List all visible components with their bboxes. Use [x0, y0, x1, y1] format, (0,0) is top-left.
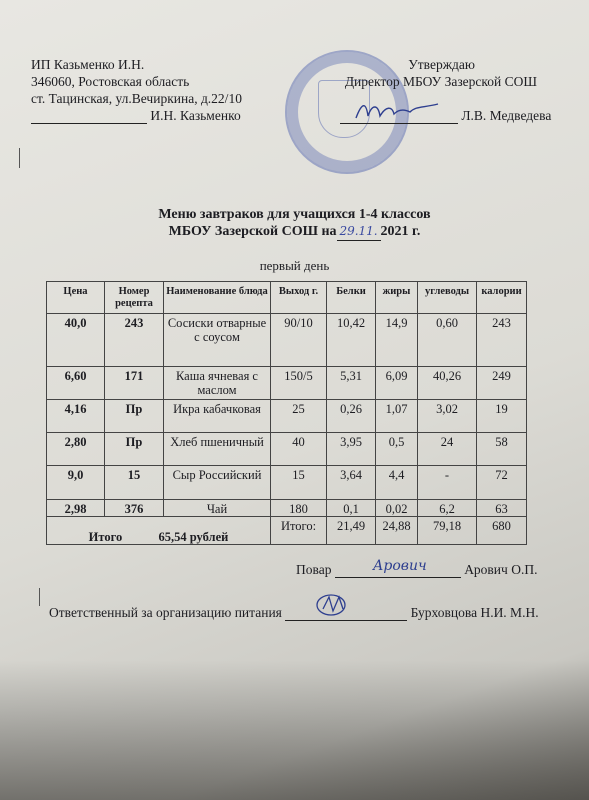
cell-price: 2,98: [47, 500, 105, 517]
day-label: первый день: [259, 258, 330, 273]
total-amount: 65,54 рублей: [158, 530, 229, 544]
cell-dish: Сыр Российский: [164, 466, 271, 500]
cell-recipe: 376: [105, 500, 164, 517]
col-carbs: углеводы: [418, 282, 477, 314]
total-carbs: 79,18: [418, 517, 477, 545]
cell-fat: 4,4: [376, 466, 418, 500]
approver-sign-name: Л.В. Медведева: [461, 108, 552, 123]
cell-price: 4,16: [47, 400, 105, 433]
supplier-sign-name: И.Н. Казьменко: [150, 108, 241, 123]
cell-protein: 0,26: [327, 400, 376, 433]
cell-kcal: 19: [477, 400, 527, 433]
cell-protein: 3,95: [327, 433, 376, 466]
cell-dish: Хлеб пшеничный: [164, 433, 271, 466]
page-shadow: [0, 660, 589, 800]
fold-mark: [39, 588, 40, 606]
cell-protein: 3,64: [327, 466, 376, 500]
supplier-name: ИП Казьменко И.Н.: [31, 57, 145, 72]
table-row: [47, 433, 527, 466]
cell-protein: 5,31: [327, 367, 376, 400]
responsible-label: Ответственный за организацию питания: [49, 605, 282, 620]
cook-name: Арович О.П.: [464, 562, 538, 577]
col-kcal: калории: [477, 282, 527, 314]
cell-yield: 25: [271, 400, 327, 433]
menu-title-line2: [0, 223, 589, 241]
cell-carbs: -: [418, 466, 477, 500]
responsible-signature-field: [285, 607, 407, 621]
cell-carbs: 6,2: [418, 500, 477, 517]
table-row: [47, 367, 527, 400]
cell-dish: Каша ячневая с маслом: [164, 367, 271, 400]
total-price-cell: [47, 517, 271, 545]
cell-kcal: 249: [477, 367, 527, 400]
menu-title: Меню завтраков для учащихся 1-4 классов: [158, 207, 431, 222]
cook-label: Повар: [296, 562, 332, 577]
total-fat: 24,88: [376, 517, 418, 545]
cell-price: 40,0: [47, 314, 105, 367]
director-signature: [352, 98, 442, 126]
supplier-signature-line: [31, 107, 242, 124]
cook-handwritten-signature: Арович: [372, 558, 427, 574]
school-prefix: МБОУ Зазерской СОШ на: [168, 224, 337, 239]
cell-dish: Икра кабачковая: [164, 400, 271, 433]
approve-label: Утверждаю: [408, 57, 475, 72]
cell-carbs: 40,26: [418, 367, 477, 400]
total-kcal: 680: [477, 517, 527, 545]
cell-protein: 10,42: [327, 314, 376, 367]
responsible-name: Бурховцова Н.И. М.Н.: [410, 605, 539, 620]
cell-fat: 14,9: [376, 314, 418, 367]
menu-date: 29.11.: [337, 223, 381, 241]
menu-table: [46, 281, 527, 545]
cell-carbs: 0,60: [418, 314, 477, 367]
cell-yield: 180: [271, 500, 327, 517]
table-row: [47, 500, 527, 517]
cook-signature-field: [335, 558, 461, 578]
responsible-signature: [313, 591, 353, 619]
cell-recipe: 15: [105, 466, 164, 500]
supplier-address-2: ст. Тацинская, ул.Вечиркина, д.22/10: [31, 91, 242, 106]
cell-price: 2,80: [47, 433, 105, 466]
col-protein: Белки: [327, 282, 376, 314]
table-row: [47, 314, 527, 367]
cook-signature-line: [296, 558, 538, 578]
cell-yield: 40: [271, 433, 327, 466]
col-yield: Выход г.: [271, 282, 327, 314]
cell-kcal: 63: [477, 500, 527, 517]
responsible-signature-line: [49, 605, 539, 621]
fold-mark: [19, 148, 20, 168]
cell-fat: 0,02: [376, 500, 418, 517]
cell-yield: 90/10: [271, 314, 327, 367]
cell-dish: Чай: [164, 500, 271, 517]
total-protein: 21,49: [327, 517, 376, 545]
supplier-block: [31, 56, 242, 124]
cell-protein: 0,1: [327, 500, 376, 517]
cell-recipe: 171: [105, 367, 164, 400]
cell-kcal: 243: [477, 314, 527, 367]
total-row-label: Итого:: [271, 517, 327, 545]
cell-carbs: 3,02: [418, 400, 477, 433]
table-row: [47, 400, 527, 433]
col-price: Цена: [47, 282, 105, 314]
cell-fat: 0,5: [376, 433, 418, 466]
cell-kcal: 72: [477, 466, 527, 500]
cell-price: 6,60: [47, 367, 105, 400]
year-suffix: 2021 г.: [380, 224, 421, 239]
cell-kcal: 58: [477, 433, 527, 466]
approver-title: Директор МБОУ Зазерской СОШ: [344, 74, 537, 89]
col-recipe: Номер рецепта: [105, 282, 164, 314]
cell-price: 9,0: [47, 466, 105, 500]
signature-blank: [31, 109, 147, 124]
col-dish: Наименование блюда: [164, 282, 271, 314]
col-fat: жиры: [376, 282, 418, 314]
total-label: Итого: [88, 530, 123, 544]
cell-fat: 1,07: [376, 400, 418, 433]
cell-recipe: Пр: [105, 433, 164, 466]
cell-yield: 150/5: [271, 367, 327, 400]
table-header-row: [47, 282, 527, 314]
cell-dish: Сосиски отварные с соусом: [164, 314, 271, 367]
cell-recipe: 243: [105, 314, 164, 367]
cell-yield: 15: [271, 466, 327, 500]
cell-recipe: Пр: [105, 400, 164, 433]
cell-carbs: 24: [418, 433, 477, 466]
supplier-address-1: 346060, Ростовская область: [31, 74, 190, 89]
cell-fat: 6,09: [376, 367, 418, 400]
table-row: [47, 466, 527, 500]
table-total-row: [47, 517, 527, 545]
